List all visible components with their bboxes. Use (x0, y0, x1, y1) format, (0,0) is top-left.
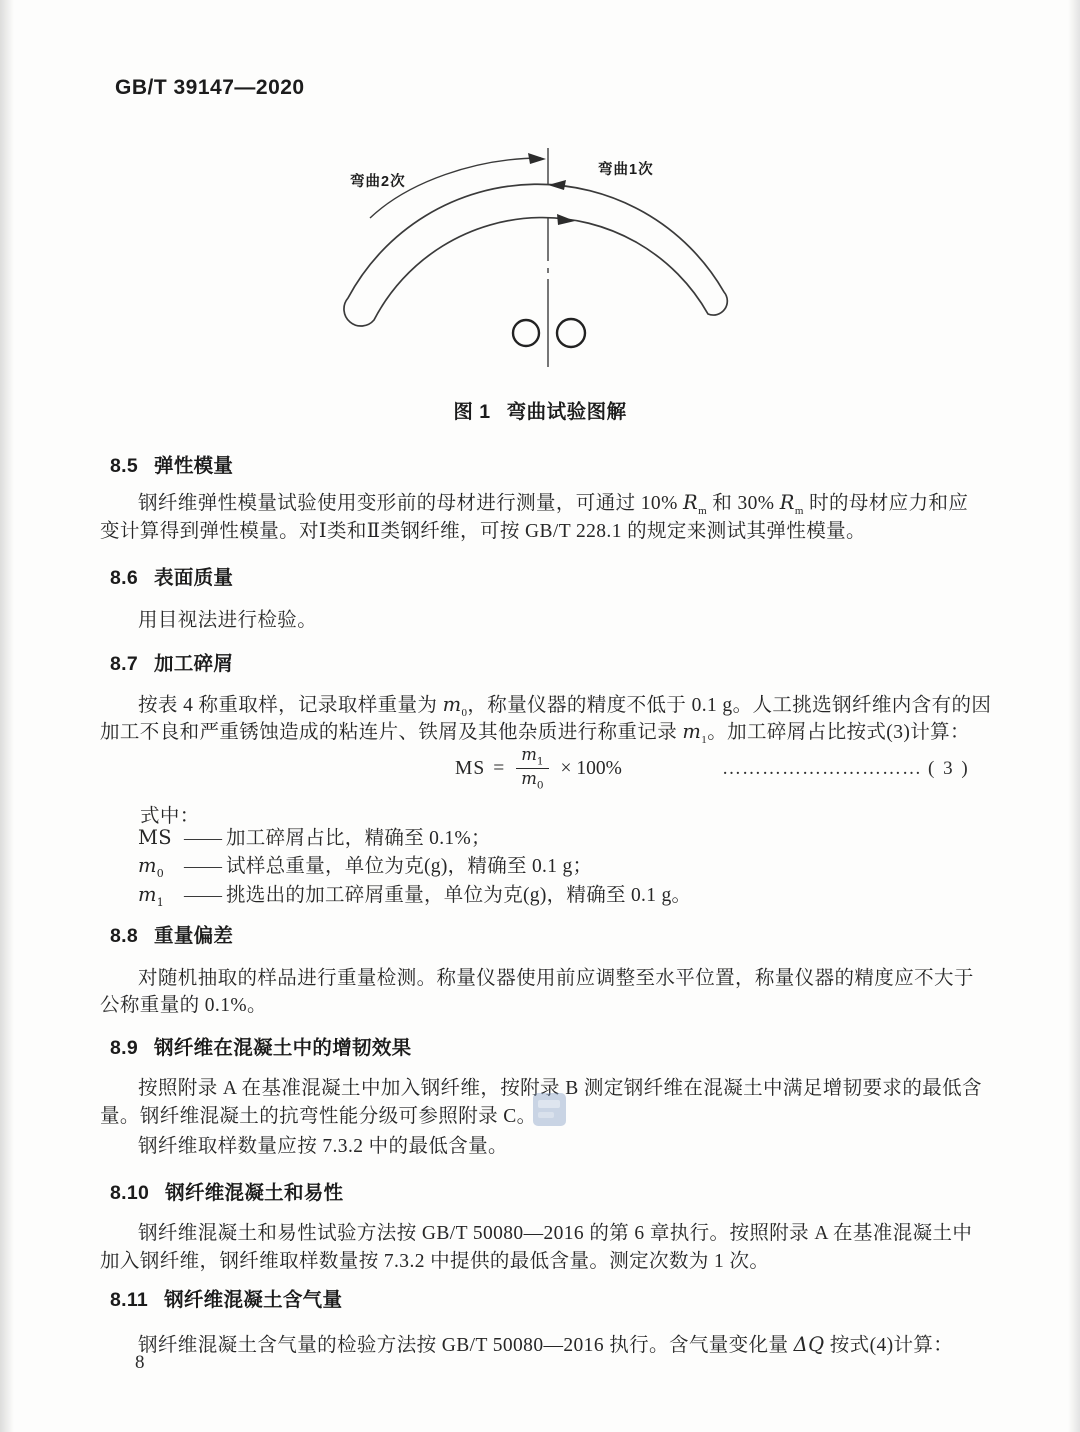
figure-caption-number: 图 1 (453, 401, 491, 423)
formula-ms: MS = $\frac{m_1}{m_0}$ × 100% (455, 745, 622, 792)
figure-label-bend-once: 弯曲1次 (598, 162, 654, 178)
section-number: 8.6 (110, 567, 139, 589)
paragraph-line: 变计算得到弹性模量。对Ⅰ类和Ⅱ类钢纤维，可按 GB/T 228.1 的规定来测试其弹性模量。 (100, 521, 866, 542)
variable-row-ms: MS —— 加工碎屑占比，精确至 0.1%； (138, 826, 491, 849)
figure-caption (0, 396, 1080, 424)
section-heading-8-6 (110, 562, 233, 590)
section-number: 8.5 (110, 455, 139, 477)
paragraph-line: 按照附录 A 在基准混凝土中加入钢纤维，按附录 B 测定钢纤维在混凝土中满足增韧要求的最低含 (138, 1078, 982, 1099)
section-heading-8-8 (110, 920, 233, 948)
paragraph-line: 钢纤维弹性模量试验使用变形前的母材进行测量，可通过 10% $R_m$ 和 30% $R_m$ 时的母材应力和应 (138, 491, 969, 517)
paragraph-line: 加入钢纤维，钢纤维取样数量按 7.3.2 中提供的最低含量。测定次数为 1 次。 (100, 1251, 770, 1272)
scan-edge-right (1068, 0, 1080, 1432)
paragraph-line: 钢纤维混凝土含气量的检验方法按 GB/T 50080—2016 执行。含气量变化量 ΔQ 按式(4)计算： (138, 1333, 954, 1356)
section-title: 加工碎屑 (154, 653, 234, 675)
equation-number: ( 3 ) (928, 758, 970, 779)
mandrel-pin-left (513, 320, 539, 346)
formula-fraction: $\frac{m_1}{m_0}$ (516, 745, 548, 793)
bend-test-figure (280, 140, 760, 380)
section-number: 8.11 (110, 1289, 149, 1311)
mandrel-pin-right (557, 319, 585, 347)
section-title: 钢纤维混凝土含气量 (164, 1289, 343, 1311)
watermark-stamp (533, 1093, 566, 1126)
formula-leader: ………………………… ( 3 ) (722, 758, 970, 779)
paragraph-line: 公称重量的 0.1%。 (100, 995, 267, 1016)
section-heading-8-9 (110, 1032, 411, 1060)
section-title: 钢纤维混凝土和易性 (165, 1182, 344, 1204)
page-number: 8 (135, 1352, 145, 1373)
section-number: 8.10 (110, 1182, 150, 1204)
section-number: 8.8 (110, 925, 139, 947)
figure-caption-text: 弯曲试验图解 (506, 401, 627, 423)
paragraph-line: 用目视法进行检验。 (138, 610, 318, 631)
paragraph-line: 钢纤维混凝土和易性试验方法按 GB/T 50080—2016 的第 6 章执行。按照附录 A 在基准混凝土中 (138, 1223, 973, 1244)
section-number: 8.7 (110, 653, 139, 675)
paragraph-line: 加工不良和严重锈蚀造成的粘连片、铁屑及其他杂质进行称重记录 $m_1$。加工碎屑占比按式(3)计算： (100, 720, 970, 746)
figure-label-bend-twice: 弯曲2次 (350, 174, 406, 190)
formula-lhs: MS (455, 757, 486, 779)
variable-row-m0: $m_0$ —— 试样总重量，单位为克(g)，精确至 0.1 g； (138, 854, 593, 880)
section-heading-8-7 (110, 648, 233, 676)
section-title: 钢纤维在混凝土中的增韧效果 (154, 1037, 412, 1059)
section-heading-8-10 (110, 1177, 343, 1205)
paragraph-line: 对随机抽取的样品进行重量检测。称量仪器使用前应调整至水平位置，称量仪器的精度应不大于 (138, 968, 974, 989)
bent-fiber-band (344, 184, 727, 326)
section-title: 表面质量 (154, 567, 234, 589)
standard-code-header: GB/T 39147—2020 (115, 76, 305, 99)
formula-intro: 式中： (140, 806, 200, 827)
paragraph-line: 量。钢纤维混凝土的抗弯性能分级可参照附录 C。 (100, 1106, 537, 1127)
section-title: 重量偏差 (154, 925, 234, 947)
section-heading-8-11 (110, 1284, 342, 1312)
scan-edge-left (0, 0, 14, 1432)
section-heading-8-5 (110, 450, 233, 478)
arrowhead-right-icon (528, 153, 546, 164)
variable-row-m1: $m_1$ —— 挑选出的加工碎屑重量，单位为克(g)，精确至 0.1 g。 (138, 883, 692, 909)
section-title: 弹性模量 (154, 455, 234, 477)
paragraph-line: 钢纤维取样数量应按 7.3.2 中的最低含量。 (138, 1136, 508, 1157)
section-number: 8.9 (110, 1037, 139, 1059)
paragraph-line: 按表 4 称重取样，记录取样重量为 $m_0$，称量仪器的精度不低于 0.1 g。人工挑选钢纤维内含有的因 (138, 693, 992, 719)
